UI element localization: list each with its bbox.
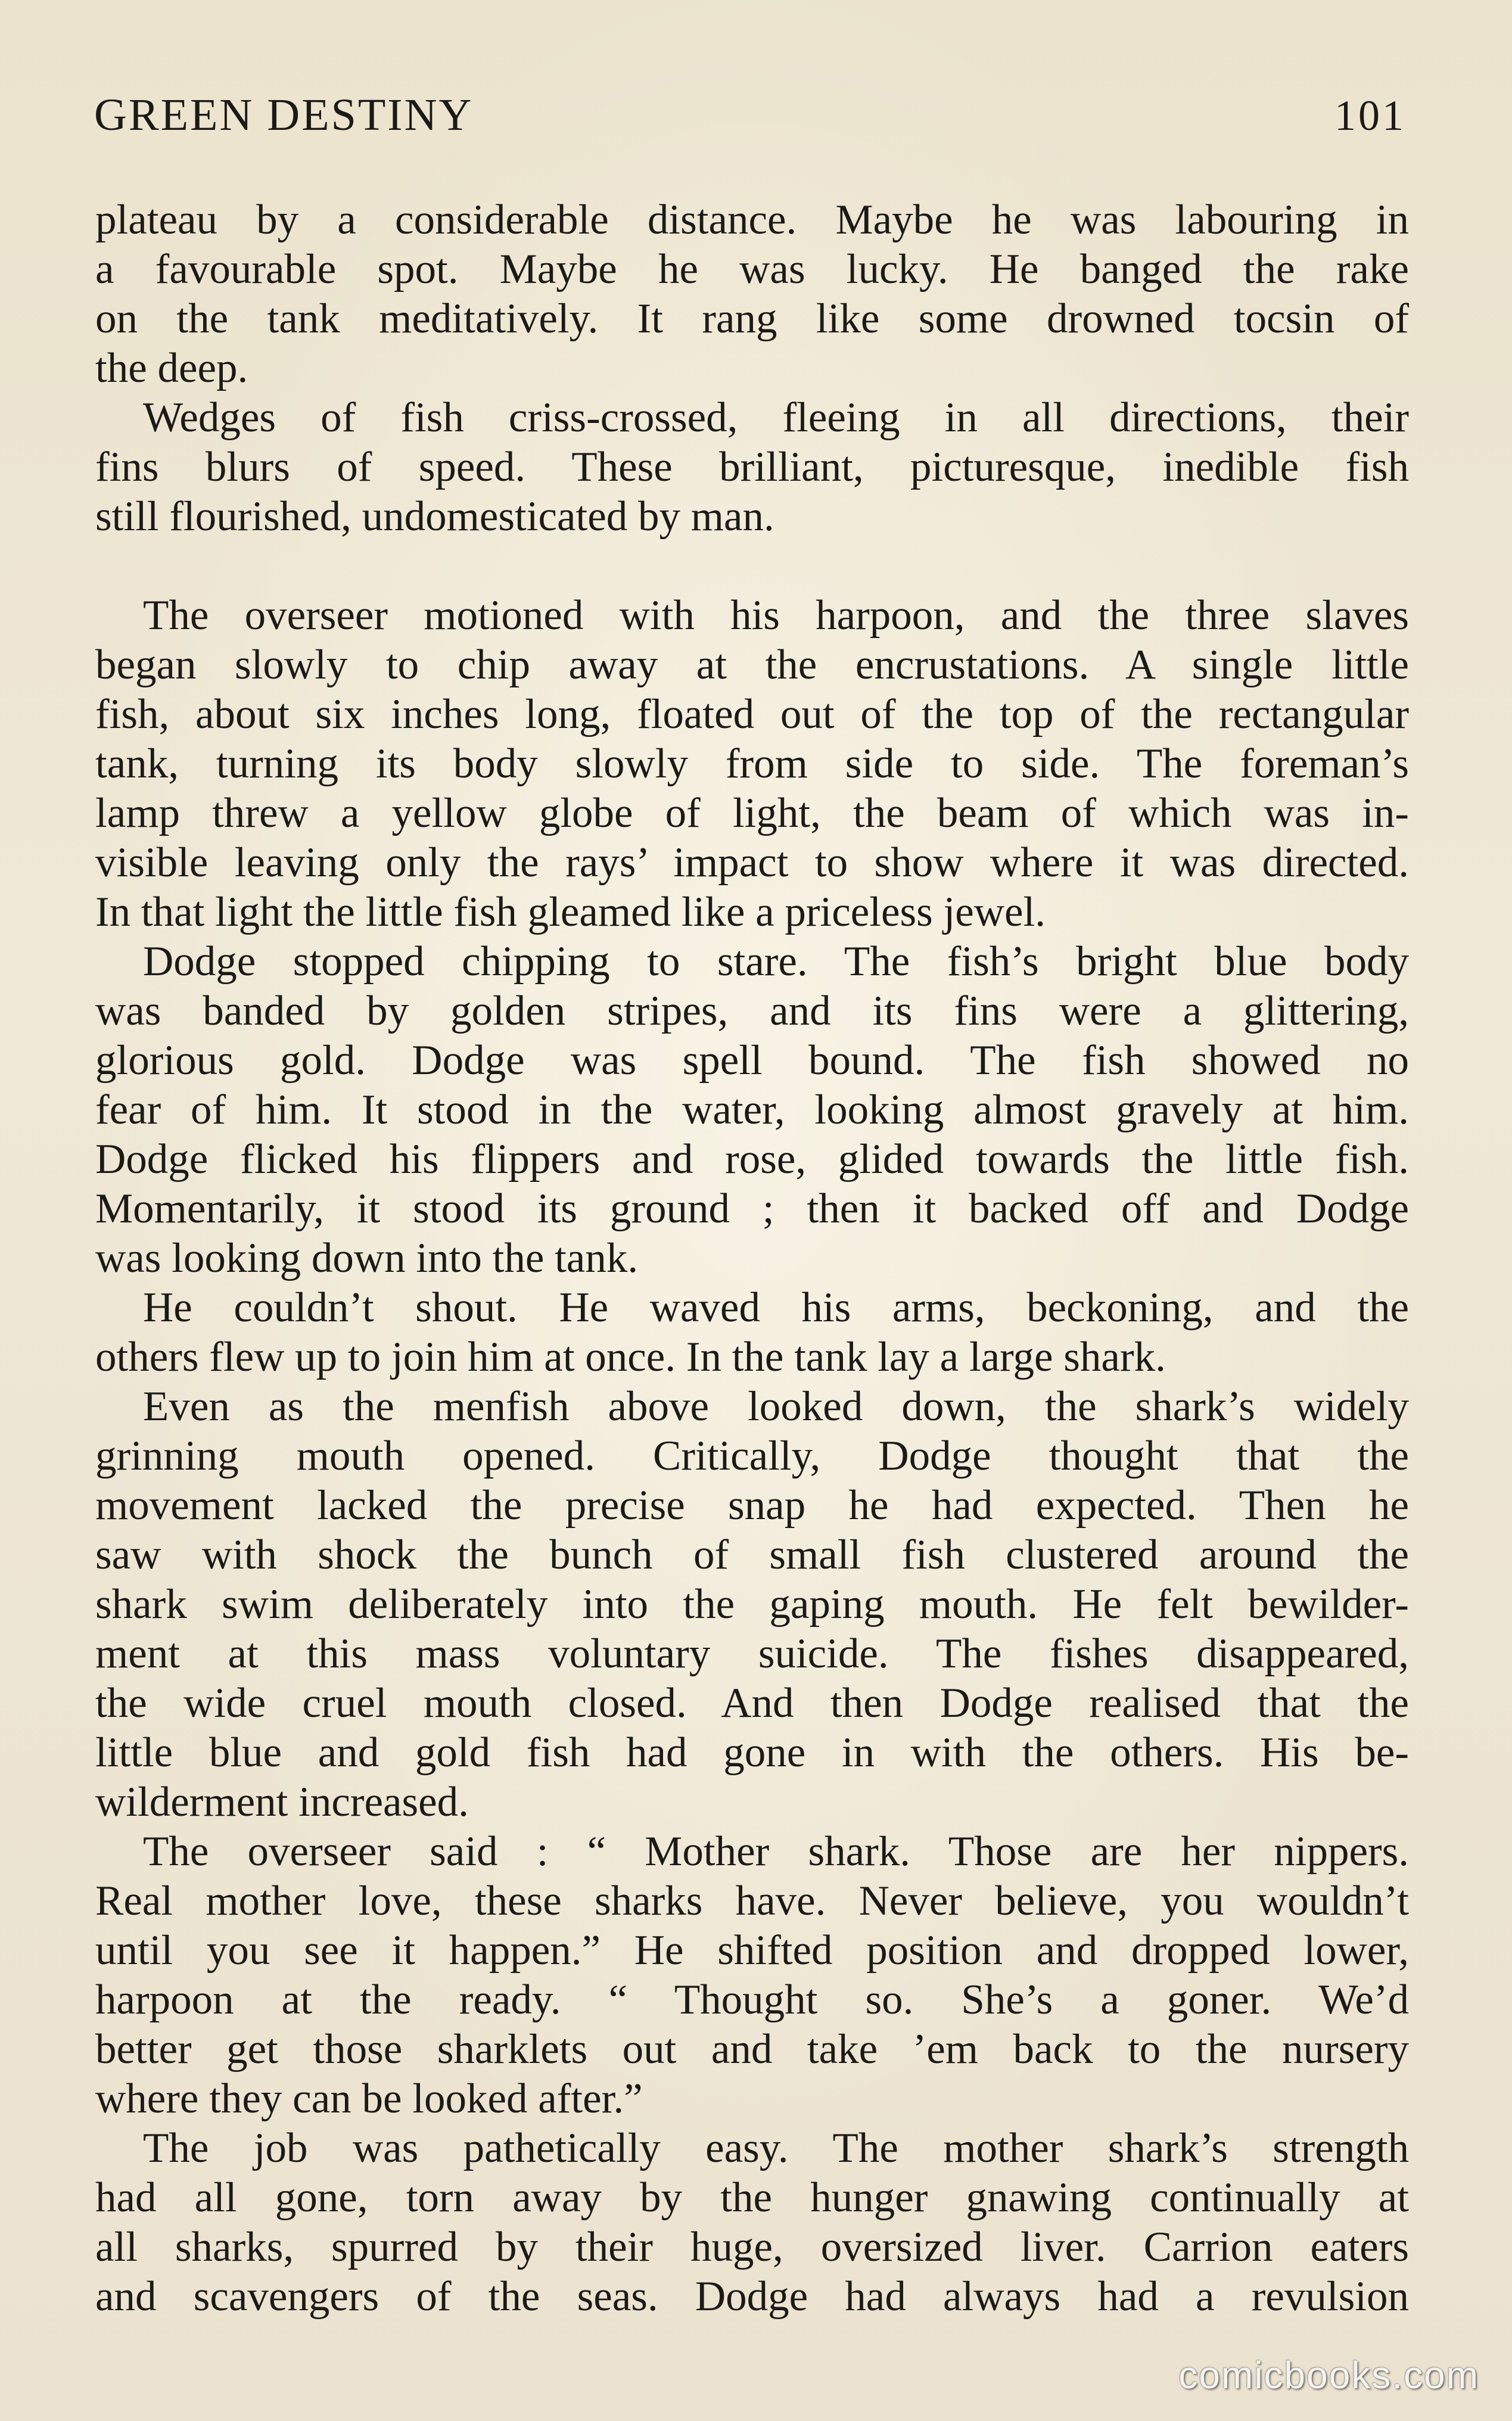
- text-line: The overseer motioned with his harpoon, and the three slaves: [143, 592, 1409, 639]
- text-line: ment at this mass voluntary suicide. The fishes disappeared,: [95, 1630, 1409, 1677]
- text-line: a favourable spot. Maybe he was lucky. He banged the rake: [95, 246, 1409, 292]
- text-line: visible leaving only the rays’ impact to show where it was directed.: [95, 839, 1409, 886]
- text-line: where they can be looked after.”: [95, 2075, 643, 2122]
- text-line: The overseer said : “ Mother shark. Those are her nippers.: [143, 1828, 1409, 1875]
- paragraph: [95, 591, 1409, 937]
- text-line: was looking down into the tank.: [95, 1235, 639, 1281]
- paragraph: [95, 937, 1409, 1283]
- page-number: 101: [1334, 92, 1406, 139]
- text-line: all sharks, spurred by their huge, oversized liver. Carrion eaters: [95, 2224, 1409, 2270]
- paragraph: [95, 195, 1409, 393]
- text-line: The job was pathetically easy. The mother shark’s strength: [143, 2125, 1409, 2171]
- text-line: grinning mouth opened. Critically, Dodge thought that the: [95, 1433, 1409, 1479]
- text-line: He couldn’t shout. He waved his arms, beckoning, and the: [143, 1284, 1409, 1331]
- text-line: still flourished, undomesticated by man.: [95, 493, 774, 540]
- text-line: fish, about six inches long, floated out of the top of the rectangular: [95, 691, 1409, 737]
- text-line: had all gone, torn away by the hunger gnawing continually at: [95, 2174, 1409, 2221]
- text-line: tank, turning its body slowly from side to side. The foreman’s: [95, 740, 1409, 787]
- text-line: until you see it happen.” He shifted position and dropped lower,: [95, 1927, 1409, 1974]
- paragraph: [95, 1382, 1409, 1827]
- text-line: wilderment increased.: [95, 1779, 469, 1825]
- text-line: Dodge flicked his flippers and rose, glided towards the little fish.: [95, 1136, 1409, 1183]
- running-head: [94, 89, 1406, 149]
- paragraph: [95, 1283, 1409, 1382]
- text-line: the wide cruel mouth closed. And then Dodge realised that the: [95, 1680, 1409, 1726]
- text-line: Momentarily, it stood its ground ; then it backed off and Dodge: [95, 1185, 1409, 1232]
- text-line: lamp threw a yellow globe of light, the beam of which was in-: [95, 790, 1409, 836]
- text-line: harpoon at the ready. “ Thought so. She’s a goner. We’d: [95, 1977, 1409, 2023]
- text-line: glorious gold. Dodge was spell bound. The fish showed no: [95, 1037, 1409, 1084]
- text-line: saw with shock the bunch of small fish clustered around the: [95, 1532, 1409, 1578]
- text-line: little blue and gold fish had gone in with the others. His be-: [95, 1729, 1409, 1776]
- text-line: Wedges of fish criss-crossed, fleeing in all directions, their: [143, 394, 1409, 441]
- text-line: began slowly to chip away at the encrustations. A single little: [95, 642, 1409, 688]
- text-line: Real mother love, these sharks have. Never believe, you wouldn’t: [95, 1878, 1409, 1924]
- text-line: better get those sharklets out and take ’em back to the nursery: [95, 2026, 1409, 2073]
- body-text: [95, 195, 1409, 2322]
- watermark-logo: comicbooks.com: [1178, 2354, 1479, 2397]
- text-line: others flew up to join him at once. In the tank lay a large shark.: [95, 1334, 1166, 1380]
- text-line: and scavengers of the seas. Dodge had always had a revulsion: [95, 2273, 1409, 2320]
- paragraph: [95, 393, 1409, 542]
- text-line: was banded by golden stripes, and its fins were a glittering,: [95, 988, 1409, 1034]
- text-line: plateau by a considerable distance. Maybe he was labouring in: [95, 197, 1409, 243]
- text-line: Even as the menfish above looked down, the shark’s widely: [143, 1383, 1409, 1430]
- paragraph: [95, 2124, 1409, 2322]
- text-line: fins blurs of speed. These brilliant, picturesque, inedible fish: [95, 444, 1409, 490]
- text-line: the deep.: [95, 345, 248, 391]
- paragraph: [95, 1827, 1409, 2124]
- text-line: on the tank meditatively. It rang like some drowned tocsin of: [95, 295, 1409, 342]
- text-line: In that light the little fish gleamed like a priceless jewel.: [95, 889, 1046, 935]
- text-line: Dodge stopped chipping to stare. The fish’s bright blue body: [143, 938, 1409, 985]
- text-line: shark swim deliberately into the gaping mouth. He felt bewilder-: [95, 1581, 1409, 1628]
- text-line: movement lacked the precise snap he had expected. Then he: [95, 1482, 1409, 1529]
- text-line: fear of him. It stood in the water, looking almost gravely at him.: [95, 1087, 1409, 1133]
- book-title: GREEN DESTINY: [94, 90, 474, 140]
- section-break: [95, 542, 1409, 591]
